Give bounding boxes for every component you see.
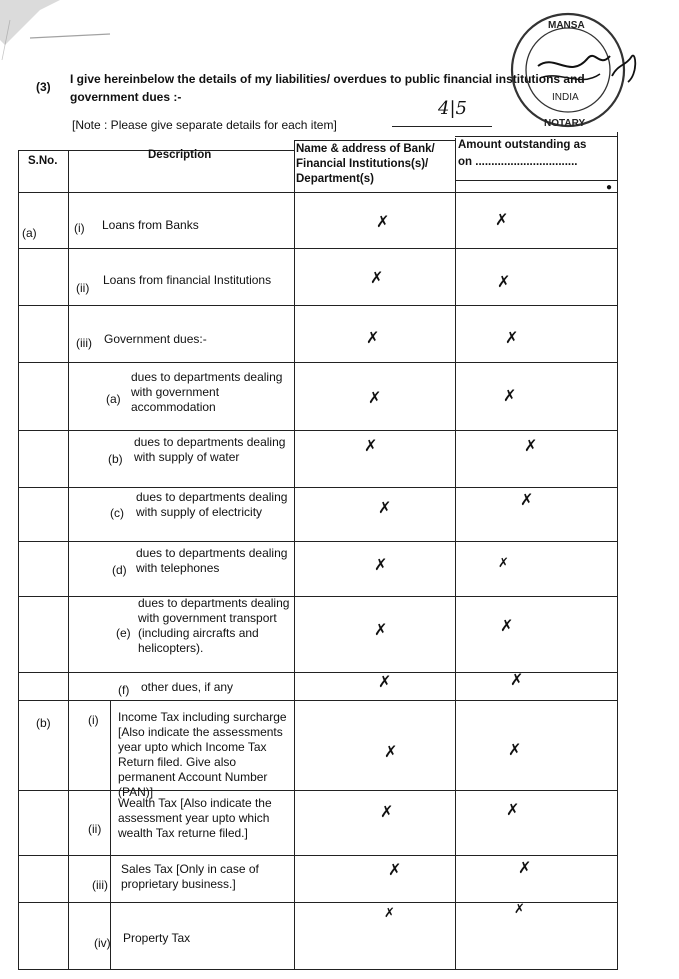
- amount-cross-mark: ✗: [497, 272, 511, 291]
- row-sub: (b): [108, 452, 123, 466]
- bank-cross-mark: ✗: [368, 388, 382, 407]
- amount-cross-mark: ✗: [498, 556, 509, 571]
- note: [Note : Please give separate details for each item]: [72, 118, 337, 132]
- row-description: Sales Tax [Only in case of proprietary business.]: [121, 862, 259, 891]
- header-amount-line2: on ................................: [458, 156, 578, 168]
- notary-stamp: [500, 8, 640, 133]
- bank-cross-mark: ✗: [378, 498, 392, 517]
- row-sub: (f): [118, 683, 130, 697]
- header-bank: Name & address of Bank/ Financial Institutions(s)/ Department(s): [296, 143, 435, 185]
- bank-cross-mark: ✗: [384, 906, 395, 921]
- bank-cross-mark: ✗: [378, 672, 392, 691]
- bank-cross-mark: ✗: [380, 802, 394, 821]
- row-sub: (a): [106, 392, 121, 406]
- row-description: Property Tax: [123, 931, 191, 945]
- row-description: Wealth Tax [Also indicate the assessment year upto which wealth Tax returne filed.]: [118, 796, 272, 840]
- bank-cross-mark: ✗: [364, 436, 378, 455]
- bank-cross-mark: ✗: [388, 860, 402, 879]
- row-description: dues to departments dealing with supply of water: [134, 435, 286, 464]
- stamp-top-text: MANSA: [548, 20, 585, 31]
- row-sub: (c): [110, 506, 124, 520]
- bank-cross-mark: ✗: [366, 328, 380, 347]
- row-description: dues to departments dealing with government accommodation: [131, 370, 283, 414]
- row-sub: (iv): [94, 936, 111, 950]
- row-description: Loans from Banks: [102, 218, 199, 232]
- section-heading-line2: government dues :-: [70, 90, 182, 104]
- section-number: (3): [36, 80, 51, 94]
- row-description: Government dues:-: [104, 332, 207, 346]
- section-heading-line1: I give hereinbelow the details of my liabilities/ overdues to public financial institutions and: [70, 72, 585, 86]
- stamp-bottom-text: NOTARY: [544, 118, 586, 129]
- amount-cross-mark: ✗: [518, 858, 532, 877]
- amount-cross-mark: ✗: [500, 616, 514, 635]
- amount-cross-mark: ✗: [520, 490, 534, 509]
- row-description: Loans from financial Institutions: [103, 273, 272, 287]
- bank-cross-mark: ✗: [384, 742, 398, 761]
- row-sub: (d): [112, 563, 127, 577]
- amount-cross-mark: ✗: [510, 670, 524, 689]
- row-sub: (i): [74, 221, 85, 235]
- row-sno: (a): [22, 226, 37, 240]
- row-sub: (ii): [76, 281, 90, 295]
- bank-cross-mark: ✗: [374, 555, 388, 574]
- row-description: dues to departments dealing with government transport (including aircrafts and helicopters).: [138, 596, 290, 655]
- amount-cross-mark: ✗: [524, 436, 538, 455]
- bank-cross-mark: ✗: [374, 620, 388, 639]
- header-description: Description: [148, 149, 212, 161]
- handwritten-page-mark: 4|5: [438, 98, 467, 119]
- row-sub: (ii): [88, 822, 102, 836]
- amount-cross-mark: ✗: [503, 386, 517, 405]
- amount-cross-mark: ✗: [514, 902, 525, 917]
- bank-cross-mark: ✗: [376, 212, 390, 231]
- row-description: other dues, if any: [141, 680, 234, 694]
- amount-cross-mark: ✗: [506, 800, 520, 819]
- bank-cross-mark: ✗: [370, 268, 384, 287]
- scan-smudge: [0, 0, 120, 60]
- amount-cross-mark: ✗: [495, 210, 509, 229]
- row-sub: (e): [116, 626, 131, 640]
- row-sub: (i): [88, 713, 99, 727]
- row-sub: (iii): [92, 878, 108, 892]
- header-sno: S.No.: [28, 155, 58, 167]
- note-underline: [392, 126, 492, 127]
- amount-cross-mark: ✗: [505, 328, 519, 347]
- row-sno: (b): [36, 716, 51, 730]
- amount-cross-mark: ✗: [508, 740, 522, 759]
- stamp-middle-text: INDIA: [552, 92, 579, 103]
- row-sub: (iii): [76, 336, 92, 350]
- row-description: dues to departments dealing with supply of electricity: [136, 490, 288, 519]
- row-description: Income Tax including surcharge [Also indicate the assessments year upto which Income Tax Return filed. Give also permanent Account Number (PAN)]: [118, 710, 287, 799]
- header-amount-line1: Amount outstanding as: [458, 139, 587, 151]
- ink-dot-icon: ●: [606, 182, 613, 193]
- row-description: dues to departments dealing with telephones: [136, 546, 288, 575]
